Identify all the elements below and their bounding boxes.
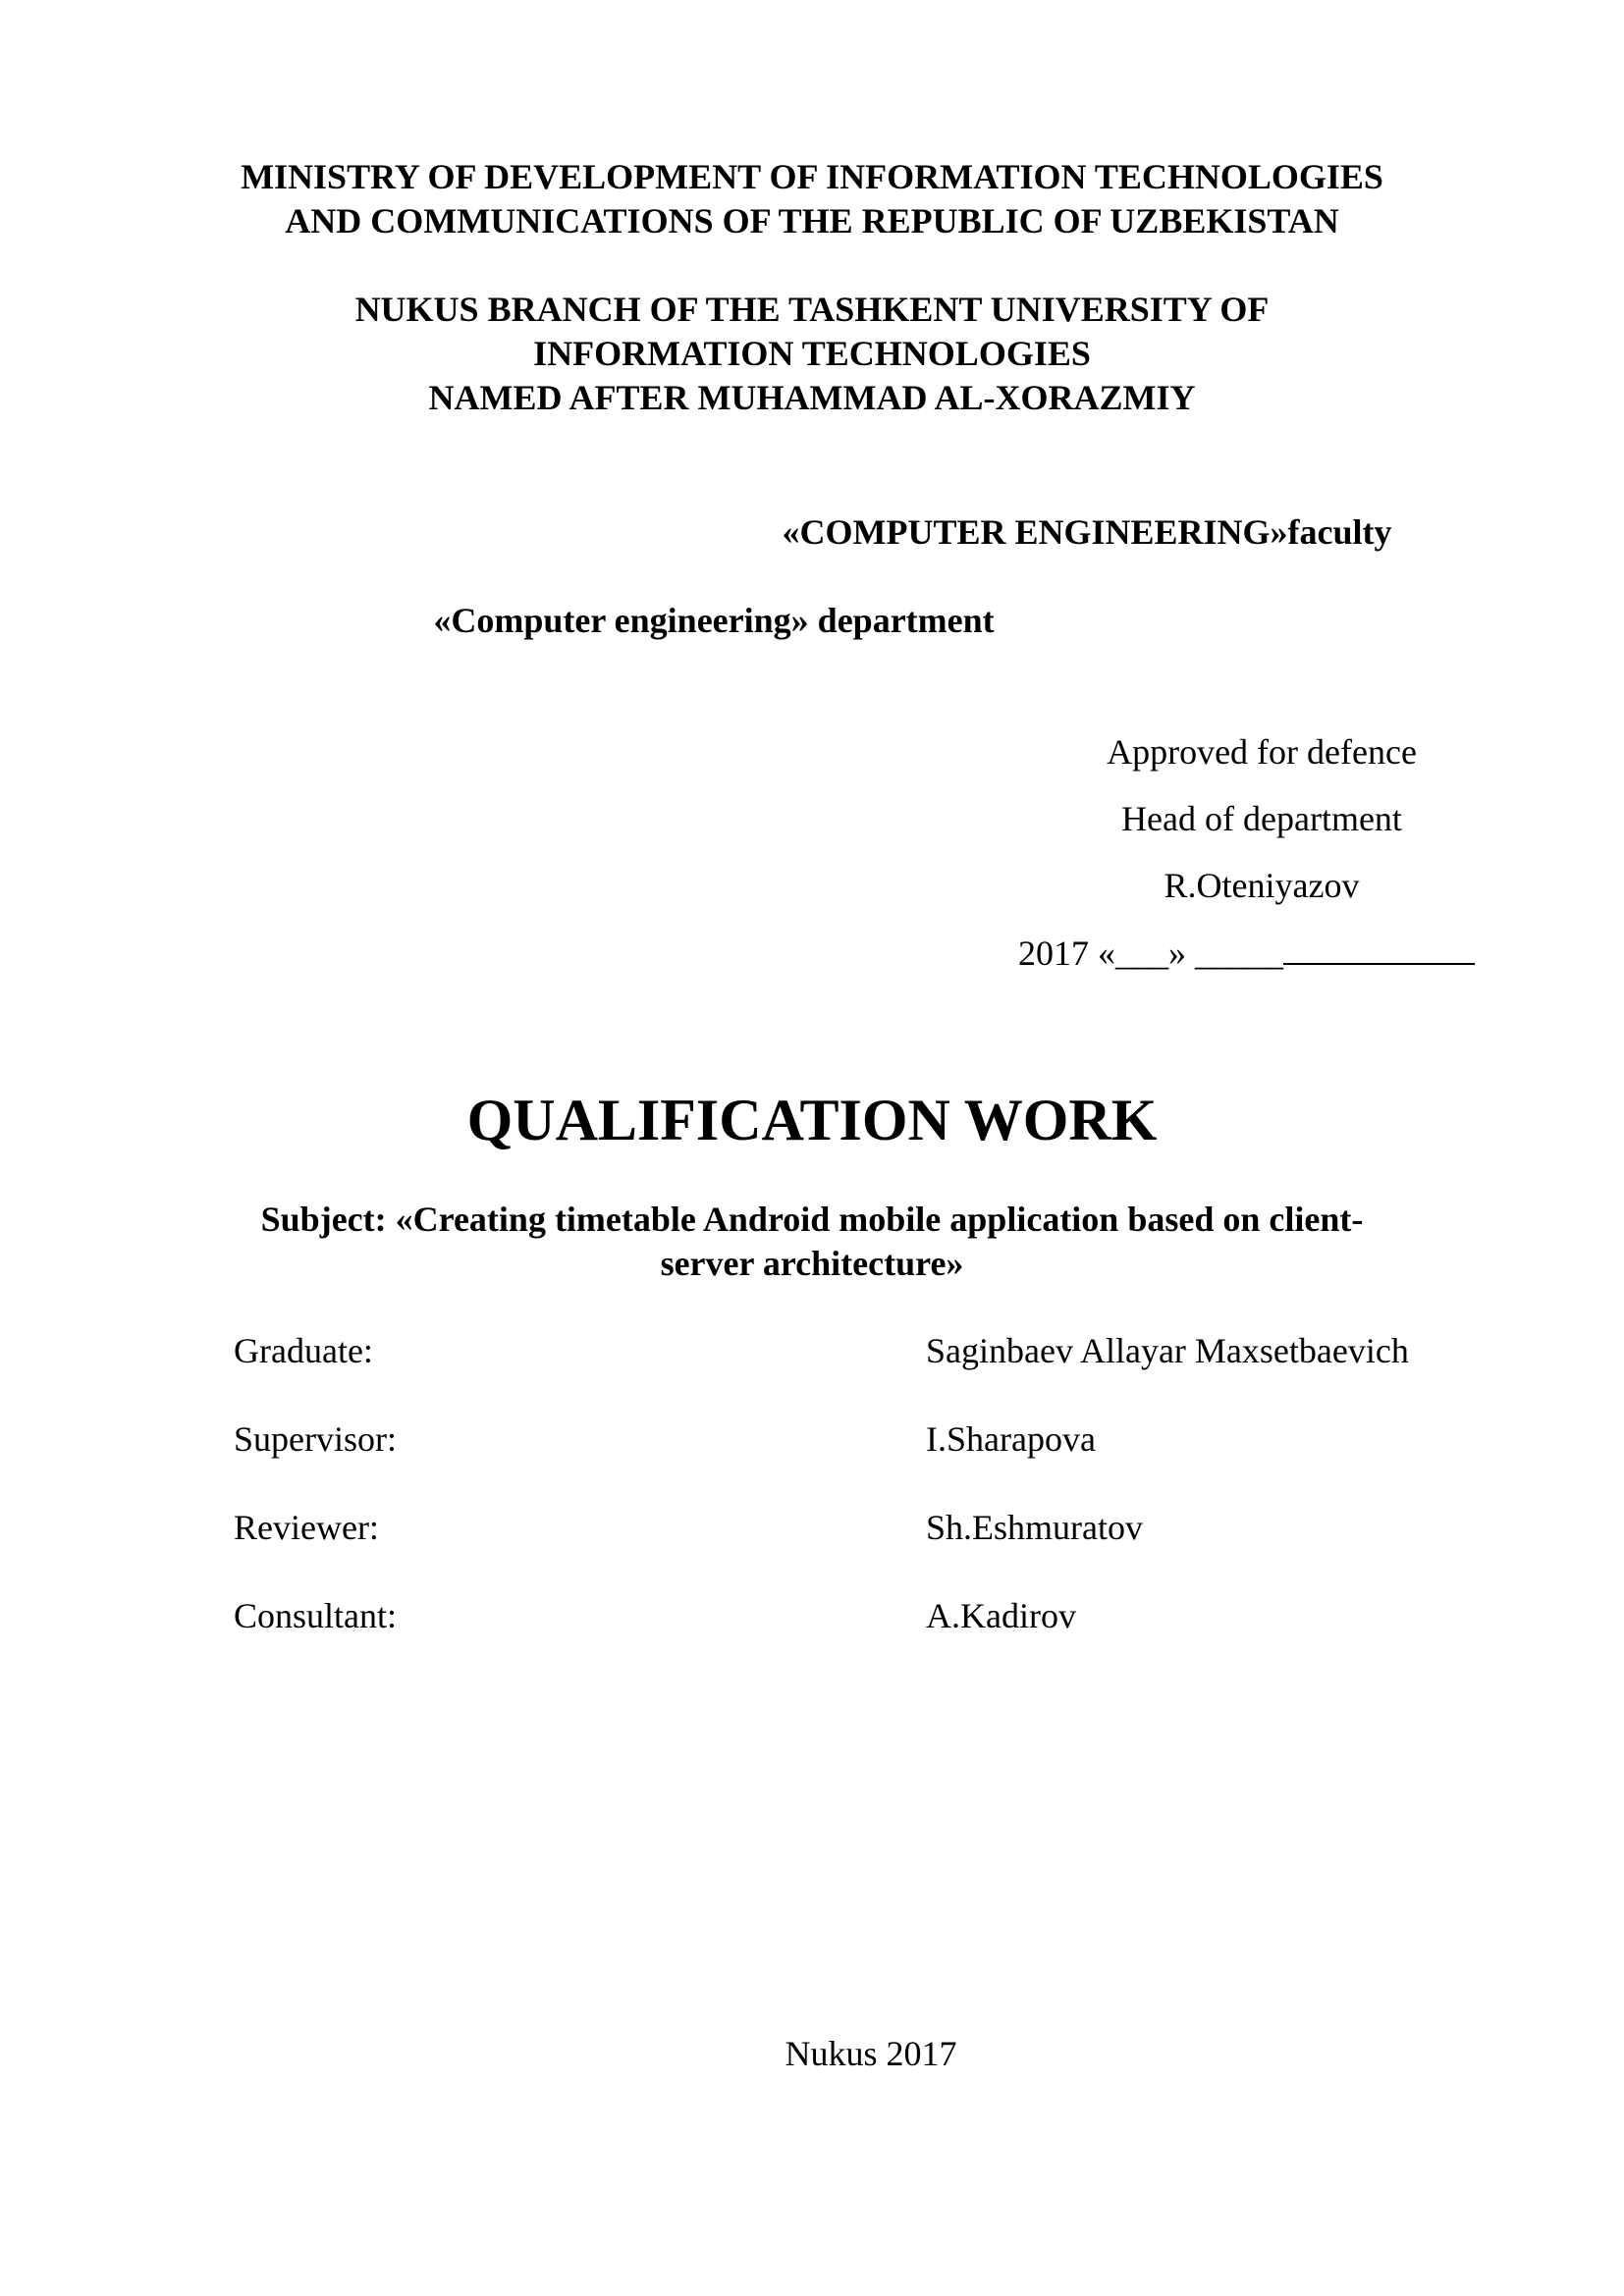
faculty-name: «COMPUTER ENGINEERING»faculty (782, 512, 1392, 552)
subject-line-1: Subject: «Creating timetable Android mobile application based on client- (260, 1200, 1364, 1239)
place-and-year: Nukus 2017 (785, 2034, 957, 2073)
approval-line-1: Approved for defence (1107, 732, 1417, 772)
approval-line-3: R.Oteniyazov (1164, 866, 1360, 905)
approval-date-prefix: 2017 «__ (1018, 934, 1151, 973)
role-label-consultant: Consultant: (234, 1596, 398, 1635)
branch-line-3: NAMED AFTER MUHAMMAD AL-XORAZMIY (428, 378, 1196, 417)
role-value-supervisor: I.Sharapova (926, 1419, 1096, 1459)
role-value-reviewer: Sh.Eshmuratov (926, 1508, 1143, 1547)
approval-line-2: Head of department (1121, 799, 1402, 838)
subject-line-2: server architecture» (660, 1244, 964, 1283)
role-label-supervisor: Supervisor: (234, 1419, 397, 1459)
role-value-consultant: A.Kadirov (926, 1596, 1076, 1635)
branch-line-1: NUKUS BRANCH OF THE TASHKENT UNIVERSITY OF (354, 290, 1270, 329)
ministry-line-2: AND COMMUNICATIONS OF THE REPUBLIC OF UZBEKISTAN (285, 201, 1339, 240)
role-label-reviewer: Reviewer: (234, 1508, 379, 1547)
approval-date-line (1018, 933, 1475, 974)
ministry-line-1: MINISTRY OF DEVELOPMENT OF INFORMATION TECHNOLOGIES (241, 157, 1383, 196)
department-name: «Computer engineering» department (433, 601, 995, 640)
role-value-graduate: Saginbaev Allayar Maxsetbaevich (926, 1331, 1409, 1370)
signature-blank (1283, 934, 1475, 965)
approval-date-mid: _» _____ (1151, 934, 1283, 973)
branch-line-2: INFORMATION TECHNOLOGIES (533, 334, 1091, 373)
document-title: QUALIFICATION WORK (466, 1088, 1158, 1152)
role-label-graduate: Graduate: (234, 1331, 373, 1370)
